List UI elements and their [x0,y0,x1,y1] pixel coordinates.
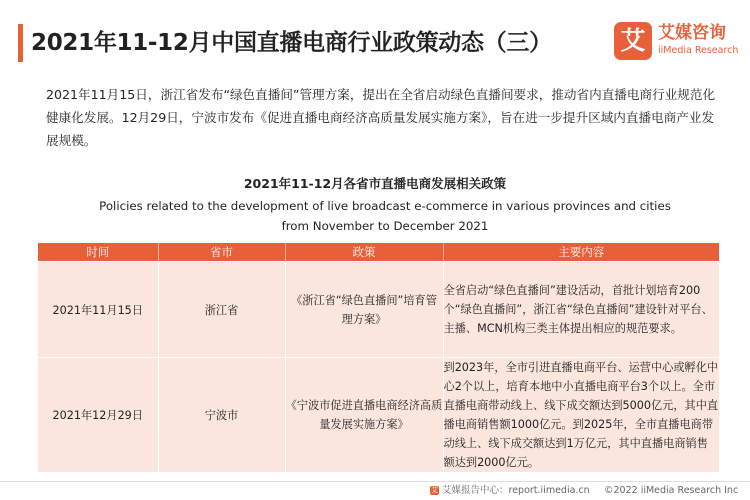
footer-source-text: 艾媒报告中心：report.iimedia.cn [442,485,590,496]
cell-policy: 《浙江省“绿色直播间”培育管理方案》 [285,262,443,358]
cell-policy: 《宁波市促进直播电商经济高质量发展实施方案》 [285,358,443,473]
cell-region: 宁波市 [158,358,285,473]
iimedia-small-icon: 艾 [431,486,438,494]
header-policy: 政策 [285,243,443,262]
logo-english-name: iiMedia Research [658,45,739,56]
logo-mark-icon: 艾 [614,22,652,60]
footer-copyright: ©2022 iiMedia Research Inc [604,485,739,496]
cell-date: 2021年11月15日 [38,262,158,358]
title-accent-bar [18,24,23,62]
header-region: 省市 [158,243,285,262]
table-subtitle: Policies related to the development of live broadcast e-commerce in various provinces and cities from November to December 2021 [99,199,671,233]
table-header-row [38,243,719,262]
table-row [38,358,719,473]
table-row [38,262,719,358]
cell-date: 2021年12月29日 [38,358,158,473]
cell-region: 浙江省 [158,262,285,358]
header-date: 时间 [38,243,158,262]
page-title: 2021年11-12月中国直播电商行业政策动态（三） [31,30,552,56]
logo-chinese-name: 艾媒咨询 [658,23,726,43]
footer-divider [0,481,750,482]
intro-paragraph: 2021年11月15日，浙江省发布“绿色直播间”管理方案，提出在全省启动绿色直播间要求，推动省内直播电商行业规范化健康化发展。12月29日，宁波市发布《促进直播电商经济高质量发展实施方案》，旨在进一步提升区域内直播电商产业发展规模。 [46,87,716,148]
footer-source [430,484,590,498]
cell-content: 到2023年，全市引进直播电商平台、运营中心或孵化中心2个以上，培育本地中小直播电商平台3个以上。全市直播电商带动线上、线下成交额达到5000亿元，其中直播电商销售额1000亿元。到2025年，全市直播电商带动线上、线下成交额达到1万亿元，其中直播电商销售额达到2000亿元。 [443,358,719,473]
header-content: 主要内容 [443,243,719,262]
cell-content: 全省启动“绿色直播间”建设活动，首批计划培育200个“绿色直播间”，浙江省“绿色直播间”建设针对平台、主播、MCN机构三类主体提出相应的规范要求。 [443,262,719,358]
iimedia-logo [614,22,740,62]
table-title: 2021年11-12月各省市直播电商发展相关政策 [243,176,507,191]
policy-table [38,243,719,472]
